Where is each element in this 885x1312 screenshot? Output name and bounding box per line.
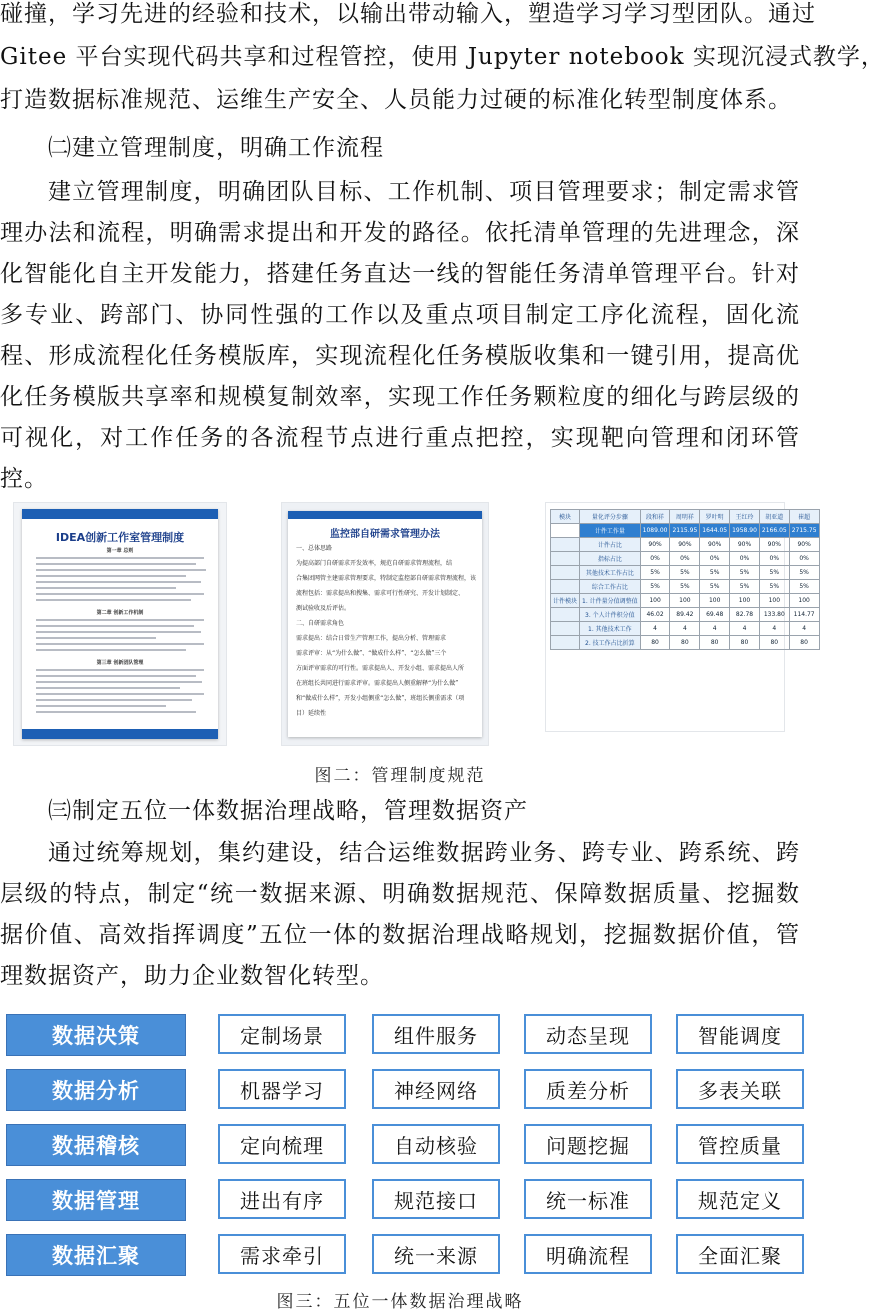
doc1-page — [22, 509, 218, 739]
text-line — [36, 649, 186, 651]
doc2-line: 测试验收及后评估。 — [296, 605, 351, 612]
doc2-title: 监控部自研需求管理办法 — [330, 529, 440, 540]
table-cell: 100 — [640, 594, 670, 608]
doc2-header-stripe — [288, 511, 482, 519]
table-cell: 综合工作占比 — [580, 580, 641, 594]
strategy-item-box: 规范接口 — [372, 1179, 500, 1219]
table-cell: 0% — [700, 552, 730, 566]
table-header-cell: 段和祥 — [640, 510, 670, 524]
strategy-item-box: 规范定义 — [676, 1179, 804, 1219]
table-cell: 89.42 — [670, 608, 700, 622]
text-line — [36, 619, 204, 621]
table-header-cell: 崔超 — [789, 510, 819, 524]
strategy-layer-label: 数据稽核 — [6, 1124, 186, 1166]
table-cell: 4 — [700, 622, 730, 636]
strategy-item-box: 机器学习 — [218, 1069, 346, 1109]
strategy-item-box: 统一标准 — [524, 1179, 652, 1219]
table-cell: 1958.90 — [730, 524, 760, 538]
table-cell: 5% — [789, 566, 819, 580]
section-heading: ㈢制定五位一体数据治理战略，管理数据资产 — [48, 798, 528, 824]
text-line — [36, 557, 204, 559]
strategy-item-box: 质差分析 — [524, 1069, 652, 1109]
strategy-layer-label: 数据汇聚 — [6, 1234, 186, 1276]
text-line — [36, 599, 191, 601]
table-cell: 46.02 — [640, 608, 670, 622]
figure-table-image — [546, 503, 817, 731]
doc1-footer-stripe — [22, 729, 218, 739]
table-row — [551, 552, 820, 566]
table-cell: 1. 计件量分值调整值 — [580, 594, 641, 608]
strategy-matrix — [6, 1014, 796, 1284]
doc2-line: 合集团网管主建需求管理要求，特制定监控部自研需求管理流程，该 — [296, 575, 477, 582]
doc1-title: IDEA创新工作室管理制度 — [55, 531, 185, 544]
table-cell: 100 — [759, 594, 789, 608]
table-row — [551, 538, 820, 552]
table-cell: 82.78 — [730, 608, 760, 622]
table-cell: 1089.00 — [640, 524, 670, 538]
table-cell — [551, 538, 580, 552]
strategy-item-box: 自动核验 — [372, 1124, 500, 1164]
strategy-item-box: 定制场景 — [218, 1014, 346, 1054]
doc2-line: 一、总体思路 — [296, 545, 333, 552]
strategy-item-box: 进出有序 — [218, 1179, 346, 1219]
doc2-line: 需求提出：结合日常生产管理工作，提出分析、管理需求 — [296, 635, 447, 642]
table-cell: 80 — [640, 636, 670, 650]
doc1-header-stripe — [22, 509, 218, 519]
score-table — [550, 509, 820, 650]
text-line — [36, 563, 196, 565]
text-line — [36, 711, 196, 713]
strategy-item-box: 智能调度 — [676, 1014, 804, 1054]
table-row — [551, 636, 820, 650]
strategy-item-box: 全面汇聚 — [676, 1234, 804, 1274]
section-heading: ㈡建立管理制度，明确工作流程 — [48, 135, 384, 161]
table-cell: 90% — [759, 538, 789, 552]
doc1-section-1: 第一章 总则 — [106, 548, 134, 554]
text-line — [36, 569, 206, 571]
strategy-item-box: 统一来源 — [372, 1234, 500, 1274]
text-line — [36, 669, 204, 671]
table-header-cell: 周明祥 — [670, 510, 700, 524]
table-cell: 90% — [640, 538, 670, 552]
table-cell: 90% — [700, 538, 730, 552]
doc2-line: 为提高部门自研需求开发效率，规范自研需求管理流程，结 — [296, 560, 453, 567]
table-header-cell: 胡亚道 — [759, 510, 789, 524]
doc2-line: 目）延续性 — [296, 710, 327, 717]
doc2-line: 方面评审需求的可行性。需求提出人、开发小组、需求提出人所 — [296, 665, 465, 672]
table-cell: 100 — [670, 594, 700, 608]
figure-doc1-image — [14, 503, 226, 745]
table-cell: 80 — [759, 636, 789, 650]
table-cell: 0% — [759, 552, 789, 566]
text-line — [36, 687, 180, 689]
table-cell — [551, 524, 580, 538]
table-cell: 2. 技工作占比折算 — [580, 636, 641, 650]
table-row — [551, 566, 820, 580]
strategy-item-box: 多表关联 — [676, 1069, 804, 1109]
text-line — [36, 575, 186, 577]
strategy-item-box: 神经网络 — [372, 1069, 500, 1109]
table-cell: 80 — [789, 636, 819, 650]
strategy-item-box: 需求牵引 — [218, 1234, 346, 1274]
table-cell: 4 — [670, 622, 700, 636]
strategy-item-box: 定向梳理 — [218, 1124, 346, 1164]
table-cell: 2166.05 — [759, 524, 789, 538]
strategy-item-box: 问题挖掘 — [524, 1124, 652, 1164]
doc2-line: 二、自研需求角色 — [296, 620, 345, 627]
table-cell: 0% — [640, 552, 670, 566]
table-cell: 90% — [670, 538, 700, 552]
table-cell — [551, 552, 580, 566]
doc2-body — [296, 541, 476, 721]
table-cell: 0% — [730, 552, 760, 566]
text-line — [36, 699, 192, 701]
table-cell: 100 — [730, 594, 760, 608]
table-cell: 5% — [700, 566, 730, 580]
table-header-cell: 模块 — [551, 510, 580, 524]
table-header-cell: 罗叶明 — [700, 510, 730, 524]
table-cell — [551, 580, 580, 594]
table-cell — [551, 622, 580, 636]
table-cell — [551, 608, 580, 622]
strategy-layer-label: 数据决策 — [6, 1014, 186, 1056]
body-paragraph: 建立管理制度，明确团队目标、工作机制、项目管理要求；制定需求管理办法和流程，明确需求提出和开发的路径。依托清单管理的先进理念，深化智能化自主开发能力，搭建任务直达一线的智能任务清单管理平台。针对多专业、跨部门、协同性强的工作以及重点项目制定工序化流程，固化流程、形成流程化任务模版库，实现流程化任务模版收集和一键引用，提高优化任务模版共享率和规模复制效率，实现工作任务颗粒度的细化与跨层级的可视化，对工作任务的各流程节点进行重点把控，实现靶向管理和闭环管控。 — [0, 179, 800, 492]
table-cell: 133.80 — [759, 608, 789, 622]
paragraph-line: 打造数据标准规范、运维生产安全、人员能力过硬的标准化转型制度体系。 — [0, 87, 792, 113]
table-row — [551, 594, 820, 608]
doc2-page — [288, 511, 482, 737]
text-line — [36, 705, 166, 707]
figure2-caption: 图二：管理制度规范 — [314, 766, 486, 786]
text-line — [36, 593, 204, 595]
doc2-line: 和“做成什么样”，开发小组侧重“怎么做”，班组长侧重需求（项 — [296, 695, 465, 702]
doc1-section-3: 第三章 创新团队管理 — [96, 660, 144, 666]
body-paragraph: 通过统筹规划，集约建设，结合运维数据跨业务、跨专业、跨系统、跨层级的特点，制定“统一数据来源、明确数据规范、保障数据质量、挖掘数据价值、高效指挥调度”五位一体的数据治理战略规划，挖掘数据价值，管理数据资产，助力企业数智化转型。 — [0, 840, 800, 989]
table-header-cell: 量化评分步骤 — [580, 510, 641, 524]
strategy-item-box: 组件服务 — [372, 1014, 500, 1054]
table-cell: 5% — [759, 580, 789, 594]
table-cell: 5% — [670, 580, 700, 594]
text-line — [36, 637, 156, 639]
table-cell: 5% — [759, 566, 789, 580]
table-cell: 4 — [759, 622, 789, 636]
doc1-section-2: 第二章 创新工作机制 — [96, 610, 144, 616]
strategy-item-box: 动态呈现 — [524, 1014, 652, 1054]
table-cell: 5% — [640, 566, 670, 580]
table-cell: 2715.75 — [789, 524, 819, 538]
table-row — [551, 608, 820, 622]
table-row — [551, 580, 820, 594]
strategy-item-box: 管控质量 — [676, 1124, 804, 1164]
table-cell: 114.77 — [789, 608, 819, 622]
table-cell: 69.48 — [700, 608, 730, 622]
doc2-line: 需求评审：从“为什么做”、“做成什么样”、“怎么做”三个 — [296, 650, 447, 657]
table-cell: 5% — [789, 580, 819, 594]
text-line — [36, 631, 201, 633]
table-cell: 1. 其他技术工作 — [580, 622, 641, 636]
table-cell — [551, 636, 580, 650]
figure3-caption: 图三：五位一体数据治理战略 — [276, 1292, 524, 1312]
table-cell: 5% — [730, 566, 760, 580]
doc2-line: 流程包括：需求提出和搜集、需求可行性研究、开发计划制定、 — [296, 590, 465, 597]
table-cell: 1644.05 — [700, 524, 730, 538]
doc2-line: 在班组长共同进行需求评审。需求提出人侧重解释“为什么做” — [296, 680, 459, 687]
table-cell: 80 — [670, 636, 700, 650]
table-row — [551, 622, 820, 636]
table-cell: 5% — [670, 566, 700, 580]
table-header-cell: 王红玲 — [730, 510, 760, 524]
table-cell: 4 — [640, 622, 670, 636]
strategy-layer-label: 数据管理 — [6, 1179, 186, 1221]
table-cell: 5% — [640, 580, 670, 594]
table-cell: 计件工作量 — [580, 524, 641, 538]
text-line — [36, 681, 202, 683]
figure-doc2-image — [282, 503, 488, 745]
table-cell: 80 — [700, 636, 730, 650]
table-cell: 5% — [700, 580, 730, 594]
table-cell: 0% — [670, 552, 700, 566]
text-line — [36, 587, 176, 589]
table-cell — [551, 566, 580, 580]
table-cell: 80 — [730, 636, 760, 650]
table-cell: 其他技术工作占比 — [580, 566, 641, 580]
table-cell: 100 — [700, 594, 730, 608]
table-cell: 4 — [789, 622, 819, 636]
table-cell: 计件模块 — [551, 594, 580, 608]
paragraph-line: Gitee 平台实现代码共享和过程管控，使用 Jupyter notebook 实现沉浸式教学， — [0, 44, 885, 70]
table-cell: 4 — [730, 622, 760, 636]
text-line — [36, 693, 204, 695]
text-line — [36, 643, 204, 645]
table-row — [551, 524, 820, 538]
strategy-layer-label: 数据分析 — [6, 1069, 186, 1111]
table-cell: 90% — [789, 538, 819, 552]
paragraph-line: 碰撞，学习先进的经验和技术，以输出带动输入，塑造学习学习型团队。通过 — [0, 1, 816, 27]
strategy-item-box: 明确流程 — [524, 1234, 652, 1274]
table-cell: 5% — [730, 580, 760, 594]
table-cell: 计件占比 — [580, 538, 641, 552]
table-cell: 3. 个人计件积分值 — [580, 608, 641, 622]
table-cell: 90% — [730, 538, 760, 552]
table-cell: 0% — [789, 552, 819, 566]
text-line — [36, 675, 196, 677]
table-cell: 2115.95 — [670, 524, 700, 538]
text-line — [36, 581, 201, 583]
table-cell: 100 — [789, 594, 819, 608]
text-line — [36, 625, 194, 627]
table-cell: 指标占比 — [580, 552, 641, 566]
